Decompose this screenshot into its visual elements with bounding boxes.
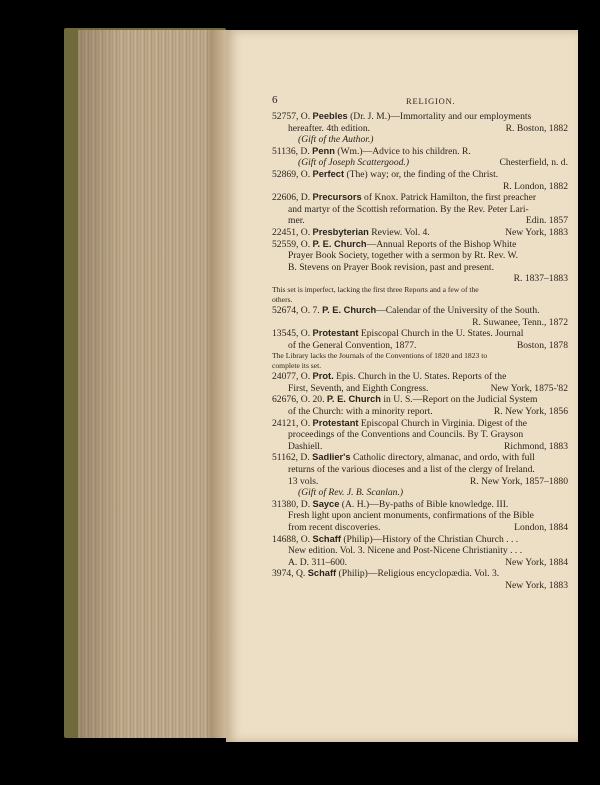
imprint-text: R. London, 1882 bbox=[502, 180, 568, 192]
catalog-entry bbox=[272, 169, 568, 192]
entry-text: 52674, O. 7. bbox=[272, 304, 323, 316]
entry-text: 14688, O. bbox=[272, 533, 313, 545]
entry-heading-word: P. E. Church bbox=[326, 394, 381, 405]
entry-line bbox=[272, 146, 568, 158]
page-edges-shade bbox=[78, 30, 226, 738]
entry-text: 51162, D. bbox=[272, 452, 313, 464]
imprint-text: R. Boston, 1882 bbox=[505, 122, 568, 134]
entry-text: 22451, O. bbox=[272, 226, 313, 238]
imprint-text: Richmond, 1883 bbox=[504, 440, 568, 452]
entry-line bbox=[272, 406, 568, 418]
entry-text: in U. S.—Report on the Judicial System bbox=[380, 394, 538, 406]
imprint-text: R. Suwanee, Tenn., 1872 bbox=[472, 316, 568, 328]
gift-note: (Gift of Joseph Scattergood.) bbox=[298, 157, 410, 169]
entry-text: (Philip)—Religious encyclopædia. Vol. 3. bbox=[336, 568, 500, 580]
entry-heading-word: Protestant bbox=[312, 417, 359, 428]
entry-text: Episcopal Church in Virginia. Digest of the bbox=[358, 417, 528, 429]
entry-line bbox=[272, 452, 568, 464]
page-number: 6 bbox=[272, 94, 278, 106]
entry-text: Dashiell. bbox=[288, 440, 323, 452]
catalog-entry bbox=[272, 568, 568, 591]
entry-text: 24121, O. bbox=[272, 417, 313, 429]
note-line: This set is imperfect, lacking the first three Reports and a few of the bbox=[272, 284, 479, 294]
entry-text: and martyr of the Scottish reformation. By the Rev. Peter Lari- bbox=[288, 203, 529, 215]
entry-text: 52869, O. bbox=[272, 168, 313, 180]
entry-text: First, Seventh, and Eighth Congress. bbox=[288, 382, 429, 394]
entry-line bbox=[272, 441, 568, 453]
imprint-text: Chesterfield, n. d. bbox=[499, 157, 568, 169]
catalog-entry bbox=[272, 371, 568, 394]
catalog-note bbox=[272, 351, 568, 371]
entry-text: 51136, D. bbox=[272, 145, 313, 157]
entry-line bbox=[272, 239, 568, 251]
entry-text: (Wm.)—Advice to his children. R. bbox=[334, 145, 471, 157]
entry-text: Episcopal Church in the U. States. Journal bbox=[358, 328, 524, 340]
imprint-text: London, 1884 bbox=[514, 522, 568, 533]
catalog-entry bbox=[272, 192, 568, 227]
entry-line bbox=[272, 418, 568, 430]
entry-line bbox=[272, 371, 568, 383]
entry-heading-word: Prot. bbox=[312, 371, 334, 382]
note-line: The Library lacks the Journals of the Conventions of 1820 and 1823 to bbox=[272, 351, 488, 361]
entry-line bbox=[272, 394, 568, 406]
catalog-entry bbox=[272, 227, 568, 239]
entry-text: 13545, O. bbox=[272, 328, 313, 340]
entry-heading-word: Sayce bbox=[312, 498, 340, 509]
catalog-entry bbox=[272, 534, 568, 569]
entry-text: proceedings of the Conventions and Councils. By T. Grayson bbox=[288, 429, 524, 441]
running-title: RELIGION. bbox=[406, 96, 456, 106]
entry-heading-word: Precursors bbox=[312, 192, 362, 203]
entry-text: (The) way; or, the finding of the Christ. bbox=[344, 168, 499, 180]
note-line: others. bbox=[272, 294, 293, 304]
catalog-entry bbox=[272, 111, 568, 146]
entry-line bbox=[272, 181, 568, 193]
entry-text: 52559, O. bbox=[272, 238, 313, 250]
note-line: complete its set. bbox=[272, 361, 322, 371]
entry-text: from recent discoveries. bbox=[288, 522, 381, 533]
entry-line bbox=[272, 383, 568, 395]
entry-text: (Philip)—History of the Christian Church . . . bbox=[340, 533, 519, 545]
entry-text: 31380, D. bbox=[272, 498, 313, 510]
entry-line bbox=[272, 328, 568, 340]
entry-heading-word: Sadlier's bbox=[312, 452, 351, 463]
entry-line bbox=[272, 534, 568, 546]
catalog-entry bbox=[272, 328, 568, 351]
entry-line bbox=[272, 568, 568, 580]
entry-line bbox=[272, 157, 568, 169]
entry-text: —Annual Reports of the Bishop White bbox=[366, 238, 517, 250]
entry-line bbox=[272, 204, 568, 216]
entry-text: B. Stevens on Prayer Book revision, past and present. bbox=[288, 261, 494, 273]
entry-line bbox=[272, 262, 568, 274]
entry-line bbox=[272, 250, 568, 262]
entry-line bbox=[272, 192, 568, 204]
entry-line bbox=[272, 134, 568, 146]
entry-line bbox=[272, 169, 568, 181]
catalog-note bbox=[272, 285, 568, 305]
entry-text: of Knox. Patrick Hamilton, the first preacher bbox=[361, 192, 537, 204]
page-content bbox=[272, 95, 568, 592]
entry-line bbox=[272, 273, 568, 285]
entry-text: Review. Vol. 4. bbox=[368, 226, 430, 238]
entry-text: of the Church: with a minority report. bbox=[288, 406, 433, 418]
entry-heading-word: Protestant bbox=[312, 328, 359, 339]
imprint-text: Edin. 1857 bbox=[525, 215, 568, 227]
entry-text: 3974, Q. bbox=[272, 568, 308, 580]
gift-note: (Gift of the Author.) bbox=[298, 134, 374, 146]
entry-line bbox=[272, 510, 568, 522]
catalog-entries bbox=[272, 111, 568, 592]
entry-text: Epis. Church in the U. States. Reports of the bbox=[333, 371, 507, 383]
entry-heading-word: Schaff bbox=[307, 568, 337, 579]
entry-line bbox=[272, 487, 568, 499]
entry-text: Catholic directory, almanac, and ordo, with full bbox=[350, 452, 535, 464]
gift-note: (Gift of Rev. J. B. Scanlan.) bbox=[298, 487, 404, 499]
entry-heading-word: Schaff bbox=[312, 533, 341, 544]
entry-line bbox=[272, 111, 568, 123]
entry-text: 22606, D. bbox=[272, 192, 313, 204]
catalog-entry bbox=[272, 305, 568, 328]
entry-heading-word: Presbyterian bbox=[312, 226, 369, 237]
catalog-entry bbox=[272, 239, 568, 285]
catalog-entry bbox=[272, 146, 568, 169]
imprint-text: R. 1837–1883 bbox=[513, 273, 568, 285]
entry-line bbox=[272, 317, 568, 329]
entry-line bbox=[272, 227, 568, 239]
entry-text: —Calendar of the University of the South. bbox=[376, 304, 540, 316]
entry-text: returns of the various dioceses and a list of the clergy of Ireland. bbox=[288, 464, 535, 476]
entry-heading-word: P. E. Church bbox=[322, 304, 377, 315]
imprint-text: New York, 1883 bbox=[505, 579, 568, 591]
entry-text: (A. H.)—By-paths of Bible knowledge. III. bbox=[339, 498, 509, 510]
page-header bbox=[272, 95, 568, 109]
entry-line bbox=[272, 476, 568, 488]
entry-line bbox=[272, 123, 568, 135]
entry-line bbox=[272, 305, 568, 317]
entry-heading-word: Perfect bbox=[312, 168, 345, 179]
entry-line bbox=[272, 557, 568, 569]
entry-line bbox=[272, 499, 568, 511]
catalog-entry bbox=[272, 499, 568, 534]
entry-text: New edition. Vol. 3. Nicene and Post-Nicene Christianity . . . bbox=[288, 545, 523, 557]
entry-text: 52757, O. bbox=[272, 111, 313, 122]
imprint-text: New York, 1884 bbox=[505, 556, 568, 568]
entry-heading-word: P. E. Church bbox=[312, 238, 367, 249]
catalog-entry bbox=[272, 452, 568, 498]
entry-line bbox=[272, 464, 568, 476]
imprint-text: New York, 1883 bbox=[505, 226, 568, 238]
entry-text: Fresh light upon ancient monuments, confirmations of the Bible bbox=[288, 510, 534, 522]
entry-text: Prayer Book Society, together with a sermon by Rt. Rev. W. bbox=[288, 250, 519, 262]
entry-text: 62676, O. 20. bbox=[272, 394, 327, 406]
entry-text: 13 vols. bbox=[288, 475, 319, 487]
entry-heading-word: Penn bbox=[312, 145, 335, 156]
entry-line bbox=[272, 580, 568, 592]
entry-line bbox=[272, 340, 568, 352]
entry-text: A. D. 311–600. bbox=[288, 556, 348, 568]
catalog-entry bbox=[272, 394, 568, 417]
imprint-text: Boston, 1878 bbox=[516, 339, 568, 351]
entry-line bbox=[272, 522, 568, 534]
entry-heading-word: Peebles bbox=[312, 111, 348, 121]
entry-line bbox=[272, 545, 568, 557]
imprint-text: New York, 1875-'82 bbox=[490, 382, 568, 394]
imprint-text: R. New York, 1857–1880 bbox=[469, 475, 568, 487]
entry-text: mer. bbox=[288, 215, 305, 227]
entry-line bbox=[272, 215, 568, 227]
imprint-text: R. New York, 1856 bbox=[493, 406, 568, 418]
entry-text: of the General Convention, 1877. bbox=[288, 339, 417, 351]
catalog-entry bbox=[272, 418, 568, 453]
entry-line bbox=[272, 429, 568, 441]
entry-text: (Dr. J. M.)—Immortality and our employments bbox=[347, 111, 532, 122]
entry-text: 24077, O. bbox=[272, 371, 313, 383]
entry-text: hereafter. 4th edition. bbox=[288, 122, 371, 134]
